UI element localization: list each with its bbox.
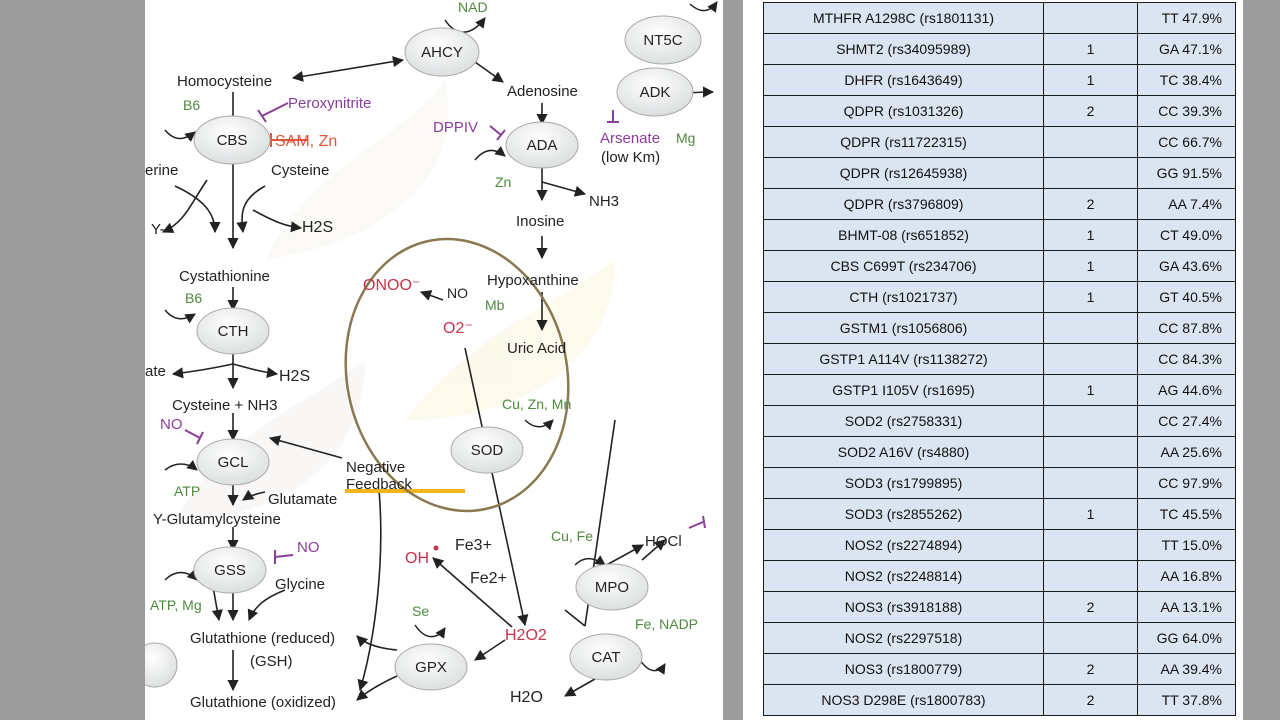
table-row <box>764 251 1236 282</box>
gene-cell: NOS3 (rs3918188) <box>764 592 1044 623</box>
cofactor-mb: Mb <box>485 297 505 313</box>
genotype-cell: AA 25.6% <box>1138 437 1236 468</box>
table-row <box>764 685 1236 716</box>
genotype-cell: AA 7.4% <box>1138 189 1236 220</box>
count-cell <box>1044 406 1138 437</box>
gene-cell: SOD3 (rs1799895) <box>764 468 1044 499</box>
gene-cell: NOS2 (rs2274894) <box>764 530 1044 561</box>
genotype-cell: CC 97.9% <box>1138 468 1236 499</box>
pathway-page <box>145 0 723 720</box>
gene-cell: MTHFR A1298C (rs1801131) <box>764 3 1044 34</box>
count-cell: 1 <box>1044 375 1138 406</box>
enzyme-label: GPX <box>415 659 447 676</box>
table-row <box>764 623 1236 654</box>
gene-cell: NOS3 (rs1800779) <box>764 654 1044 685</box>
gene-cell: SHMT2 (rs34095989) <box>764 34 1044 65</box>
inhibitor-no: NO <box>297 539 320 556</box>
enzyme-label: MPO <box>594 579 630 596</box>
label-uric-acid: Uric Acid <box>507 340 567 357</box>
table-row <box>764 313 1236 344</box>
enzyme-ada <box>506 122 578 168</box>
genotype-cell: CC 66.7% <box>1138 127 1236 158</box>
label-hypoxanthine: Hypoxanthine <box>487 272 579 289</box>
genotype-cell: GA 47.1% <box>1138 34 1236 65</box>
gene-cell: QDPR (rs12645938) <box>764 158 1044 189</box>
enzyme-label: SOD <box>470 442 504 459</box>
count-cell <box>1044 623 1138 654</box>
enzyme-gcl <box>197 439 269 485</box>
count-cell <box>1044 530 1138 561</box>
label-gsh: Glutathione (reduced) <box>190 630 336 647</box>
cofactor-cu-fe: Cu, Fe <box>551 528 594 544</box>
snp-table <box>763 2 1236 716</box>
radical-dot <box>434 546 439 551</box>
gene-cell: QDPR (rs3796809) <box>764 189 1044 220</box>
cofactor-b6: B6 <box>183 97 201 113</box>
label-h2o2: H2O2 <box>505 627 547 644</box>
enzyme-label: ADK <box>639 84 671 101</box>
inhibitor-sam-zn: SAM, Zn <box>275 133 338 150</box>
genotype-cell: AA 16.8% <box>1138 561 1236 592</box>
label-homocysteine: Homocysteine <box>177 73 273 90</box>
table-row <box>764 127 1236 158</box>
genotype-cell: AA 39.4% <box>1138 654 1236 685</box>
genotype-cell: CC 87.8% <box>1138 313 1236 344</box>
label-fe3: Fe3+ <box>455 537 492 554</box>
count-cell: 2 <box>1044 189 1138 220</box>
enzyme-sod <box>451 427 523 473</box>
label-no: NO <box>447 285 468 301</box>
label-serine-partial: erine <box>145 162 179 179</box>
table-row <box>764 3 1236 34</box>
label-inosine: Inosine <box>516 213 565 230</box>
label-onoo: ONOO⁻ <box>363 277 421 294</box>
label-hocl: HOCl <box>645 533 682 550</box>
table-row <box>764 561 1236 592</box>
cofactor-mg: Mg <box>676 130 696 146</box>
inhibitor-peroxynitrite: Peroxynitrite <box>288 95 372 112</box>
gene-cell: GSTM1 (rs1056806) <box>764 313 1044 344</box>
table-row <box>764 592 1236 623</box>
gene-cell: QDPR (rs11722315) <box>764 127 1044 158</box>
enzyme-mpo <box>576 564 648 610</box>
table-row <box>764 468 1236 499</box>
count-cell <box>1044 127 1138 158</box>
enzyme-gss <box>194 547 266 593</box>
inhibitor-arsenate: Arsenate <box>600 130 661 147</box>
genotype-cell: CC 27.4% <box>1138 406 1236 437</box>
table-row <box>764 158 1236 189</box>
label-nh3: NH3 <box>589 193 620 210</box>
table-row <box>764 375 1236 406</box>
label-gsh-abbr: (GSH) <box>250 653 293 670</box>
inhibitor-dppiv: DPPIV <box>433 119 479 136</box>
count-cell: 2 <box>1044 685 1138 716</box>
enzyme-gpx <box>395 644 467 690</box>
gene-cell: NOS2 (rs2248814) <box>764 561 1044 592</box>
table-row <box>764 406 1236 437</box>
genotype-cell: GG 64.0% <box>1138 623 1236 654</box>
cofactor-atp: ATP <box>174 483 201 499</box>
count-cell <box>1044 344 1138 375</box>
genotype-cell: AG 44.6% <box>1138 375 1236 406</box>
count-cell <box>1044 313 1138 344</box>
gene-cell: QDPR (rs1031326) <box>764 96 1044 127</box>
snp-table-page <box>743 0 1243 720</box>
enzyme-cat <box>570 634 642 680</box>
enzyme-label: GSS <box>214 562 246 579</box>
pathway-diagram <box>145 0 723 720</box>
label-h2o: H2O <box>510 689 543 706</box>
table-row <box>764 344 1236 375</box>
table-row <box>764 282 1236 313</box>
label-y-partial: Y- <box>151 221 165 238</box>
gene-cell: SOD3 (rs2855262) <box>764 499 1044 530</box>
count-cell <box>1044 561 1138 592</box>
count-cell: 2 <box>1044 96 1138 127</box>
enzyme-label: CAT <box>591 649 621 666</box>
genotype-cell: TT 47.9% <box>1138 3 1236 34</box>
count-cell <box>1044 437 1138 468</box>
table-row <box>764 96 1236 127</box>
gene-cell: DHFR (rs1643649) <box>764 65 1044 96</box>
count-cell: 1 <box>1044 34 1138 65</box>
cofactor-atp-mg: ATP, Mg <box>150 597 202 613</box>
label-glutamylcysteine: Y-Glutamylcysteine <box>153 511 281 528</box>
count-cell: 1 <box>1044 220 1138 251</box>
label-cysteine: Cysteine <box>271 162 330 179</box>
table-row <box>764 189 1236 220</box>
label-low-km: (low Km) <box>601 149 661 166</box>
enzyme-label: AHCY <box>421 44 463 61</box>
genotype-cell: GG 91.5% <box>1138 158 1236 189</box>
count-cell <box>1044 158 1138 189</box>
enzyme-label: CTH <box>217 323 249 340</box>
count-cell: 1 <box>1044 282 1138 313</box>
table-row <box>764 530 1236 561</box>
label-glutamate: Glutamate <box>268 491 338 508</box>
cofactor-se: Se <box>412 603 430 619</box>
label-cystathionine: Cystathionine <box>179 268 270 285</box>
genotype-cell: GA 43.6% <box>1138 251 1236 282</box>
label-hydroxyl: OH <box>405 550 429 567</box>
genotype-cell: TT 37.8% <box>1138 685 1236 716</box>
gene-cell: NOS3 D298E (rs1800783) <box>764 685 1044 716</box>
table-row <box>764 654 1236 685</box>
count-cell <box>1044 468 1138 499</box>
genotype-cell: CC 84.3% <box>1138 344 1236 375</box>
cofactor-cu-zn-mn: Cu, Zn, Mn <box>502 396 572 412</box>
count-cell: 2 <box>1044 654 1138 685</box>
enzyme-cth <box>197 308 269 354</box>
enzyme-cbs <box>194 116 270 164</box>
genotype-cell: AA 13.1% <box>1138 592 1236 623</box>
table-row <box>764 65 1236 96</box>
count-cell <box>1044 3 1138 34</box>
table-row <box>764 34 1236 65</box>
negative-feedback-line1: Negative <box>346 459 406 476</box>
genotype-cell: TC 38.4% <box>1138 65 1236 96</box>
label-glycine: Glycine <box>275 576 326 593</box>
genotype-cell: TT 15.0% <box>1138 530 1236 561</box>
genotype-cell: CT 49.0% <box>1138 220 1236 251</box>
negative-feedback-line2: Feedback <box>346 476 412 493</box>
inhibitor-no: NO <box>160 416 183 433</box>
table-row <box>764 437 1236 468</box>
cofactor-fe-nadp: Fe, NADP <box>635 616 699 632</box>
enzyme-label: NT5C <box>643 32 683 49</box>
gene-cell: SOD2 A16V (rs4880) <box>764 437 1044 468</box>
gene-cell: CBS C699T (rs234706) <box>764 251 1044 282</box>
count-cell: 2 <box>1044 592 1138 623</box>
label-cysteine-nh3: Cysteine + NH3 <box>172 397 278 414</box>
label-h2s-bottom: H2S <box>279 368 311 385</box>
enzyme-label: CBS <box>216 132 248 149</box>
enzyme-label: ADA <box>526 137 558 154</box>
count-cell: 1 <box>1044 499 1138 530</box>
label-ate-partial: ate <box>145 363 166 380</box>
label-fe2: Fe2+ <box>470 570 507 587</box>
label-adenosine: Adenosine <box>507 83 578 100</box>
gene-cell: SOD2 (rs2758331) <box>764 406 1044 437</box>
label-gssg: Glutathione (oxidized) <box>190 694 336 711</box>
enzyme-ahcy <box>405 28 479 76</box>
cofactor-nad: NAD <box>458 0 488 15</box>
negative-feedback-label <box>346 459 412 493</box>
count-cell: 1 <box>1044 251 1138 282</box>
genotype-cell: CC 39.3% <box>1138 96 1236 127</box>
gene-cell: BHMT-08 (rs651852) <box>764 220 1044 251</box>
enzyme-nt5c <box>625 16 701 64</box>
gene-cell: NOS2 (rs2297518) <box>764 623 1044 654</box>
enzyme-label: GCL <box>217 454 249 471</box>
gene-cell: CTH (rs1021737) <box>764 282 1044 313</box>
label-o2-superoxide: O2⁻ <box>443 320 473 337</box>
genotype-cell: TC 45.5% <box>1138 499 1236 530</box>
cofactor-b6: B6 <box>185 290 203 306</box>
gene-cell: GSTP1 I105V (rs1695) <box>764 375 1044 406</box>
partial-node <box>145 643 177 687</box>
count-cell: 1 <box>1044 65 1138 96</box>
gene-cell: GSTP1 A114V (rs1138272) <box>764 344 1044 375</box>
cofactor-zn: Zn <box>495 174 512 190</box>
table-row <box>764 499 1236 530</box>
label-h2s-top: H2S <box>302 219 334 236</box>
genotype-cell: GT 40.5% <box>1138 282 1236 313</box>
enzyme-adk <box>617 68 693 116</box>
table-row <box>764 220 1236 251</box>
